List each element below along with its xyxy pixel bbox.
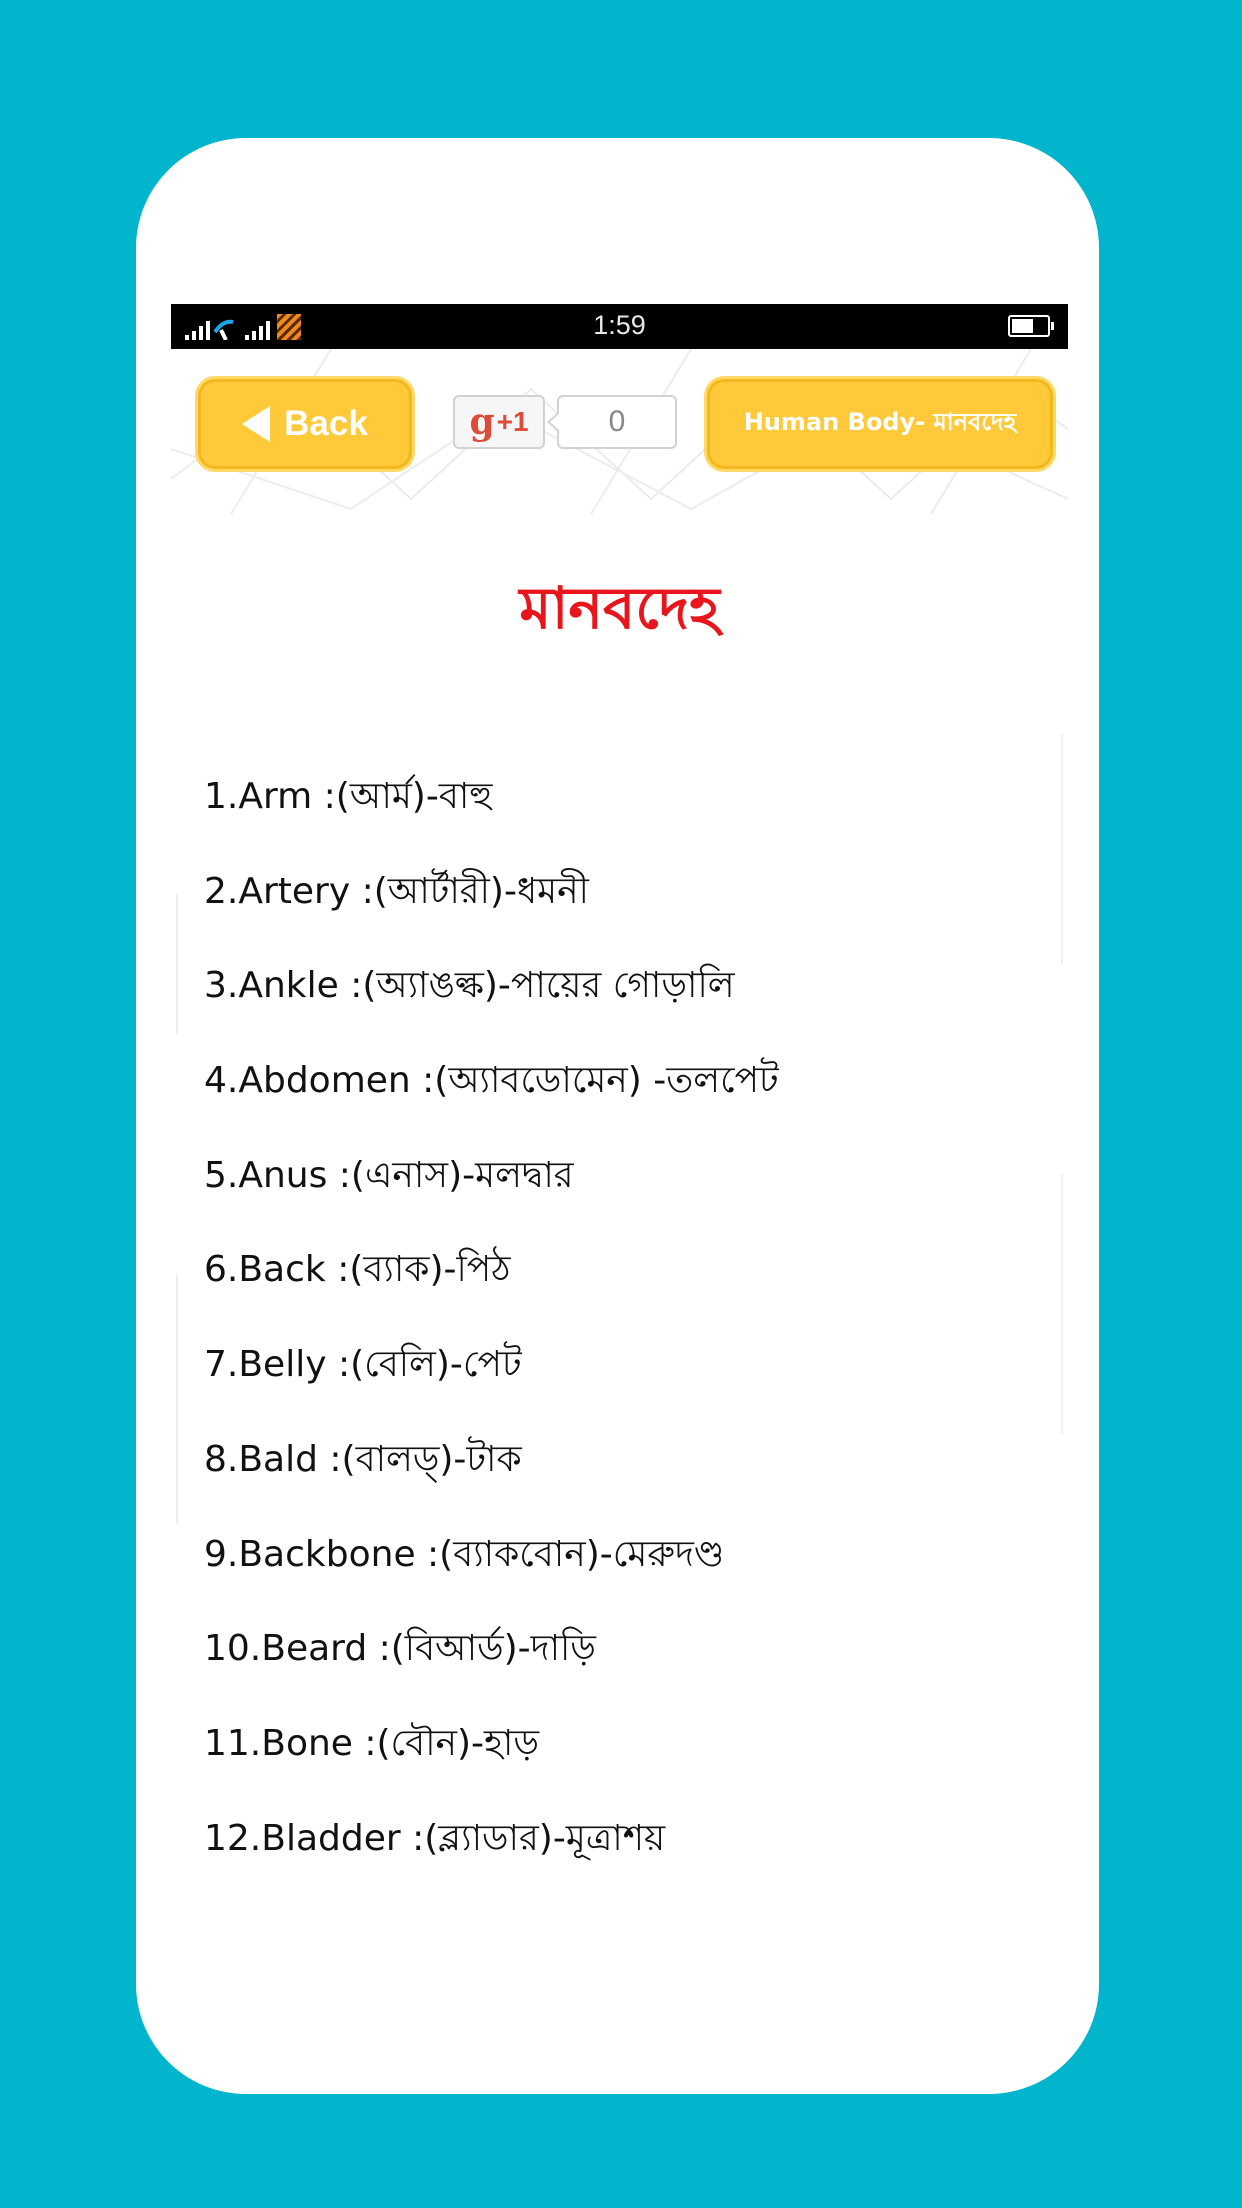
list-item: 1.Arm :(আর্ম)-বাহু [204, 776, 493, 817]
google-plus-icon: g [469, 401, 495, 443]
list-item: 9.Backbone :(ব্যাকবোন)-মেরুদণ্ড [204, 1533, 725, 1575]
back-arrow-icon [242, 406, 270, 442]
top-toolbar [171, 349, 1068, 514]
back-button[interactable] [195, 376, 415, 472]
status-time: 1:59 [593, 310, 646, 340]
plus-one-label: +1 [496, 406, 529, 437]
list-item: 8.Bald :(বালড্)-টাক [204, 1438, 522, 1480]
list-item: 3.Ankle :(অ্যাঙল্ক)-পায়ের গোড়ালি [204, 965, 735, 1007]
back-button-label: Back [284, 404, 368, 443]
page-title: মানবদেহ [519, 574, 720, 642]
status-bar [171, 304, 1068, 349]
list-item: 10.Beard :(বিআর্ড)-দাড়ি [204, 1628, 597, 1670]
list-item: 12.Bladder :(ব্ল্যাডার)-মূত্রাশয় [204, 1817, 666, 1859]
battery-icon [1008, 315, 1050, 337]
list-item: 6.Back :(ব্যাক)-পিঠ [204, 1249, 511, 1291]
list-item: 11.Bone :(বৌন)-হাড় [204, 1722, 540, 1764]
google-plus-one-button[interactable] [453, 395, 545, 449]
list-item: 7.Belly :(বেলি)-পেট [204, 1344, 522, 1386]
battery-fill [1012, 319, 1033, 333]
category-title-button[interactable]: Human Body- মানবদেহ [704, 376, 1056, 472]
vocabulary-list [204, 776, 1044, 1894]
plus-one-count: 0 [557, 395, 677, 449]
list-item: 5.Anus :(এনাস)-মলদ্বার [204, 1154, 574, 1196]
app-screen [171, 304, 1068, 1894]
word-list-content[interactable] [171, 514, 1068, 1894]
list-item: 2.Artery :(আর্টারী)-ধমনী [204, 870, 589, 912]
list-item: 4.Abdomen :(অ্যাবডোমেন) -তলপেট [204, 1060, 779, 1102]
